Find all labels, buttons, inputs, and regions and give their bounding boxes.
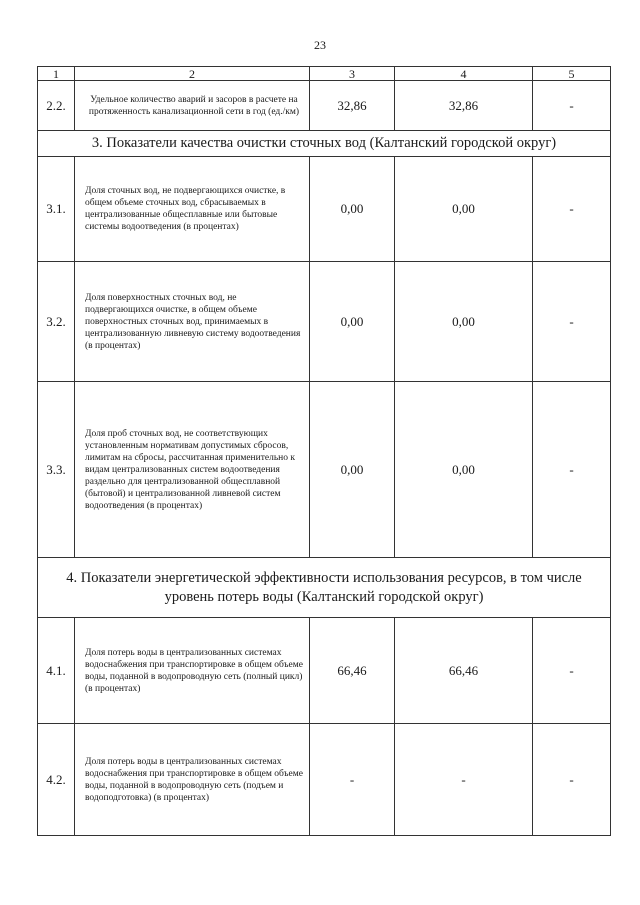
column-header: 1 (38, 67, 75, 81)
value-col4: 0,00 (395, 262, 533, 382)
row-number: 4.2. (38, 724, 75, 836)
section-row (38, 131, 611, 157)
row-number: 3.3. (38, 382, 75, 558)
indicator-description: Доля потерь воды в централизованных системах водоснабжения при транспортировке в общем объеме воды, поданной в водопроводную сеть (подъем и водоподготовка) (в процентах) (75, 724, 310, 836)
value-col3: 0,00 (310, 382, 395, 558)
row-number: 2.2. (38, 81, 75, 131)
table-row (38, 81, 611, 131)
value-col5: - (533, 157, 611, 262)
value-col5: - (533, 81, 611, 131)
indicator-description: Доля потерь воды в централизованных системах водоснабжения при транспортировке в общем объеме воды, поданной в водопроводную сеть (полный цикл) (в процентах) (75, 618, 310, 724)
indicator-description: Удельное количество аварий и засоров в расчете на протяженность канализационной сети в год (ед./км) (75, 81, 310, 131)
value-col5: - (533, 262, 611, 382)
section-heading: 3. Показатели качества очистки сточных вод (Калтанский городской округ) (38, 131, 611, 157)
value-col3: 0,00 (310, 157, 395, 262)
table-row (38, 157, 611, 262)
column-number-row (38, 67, 611, 81)
page-number: 23 (314, 38, 326, 52)
value-col4: 0,00 (395, 157, 533, 262)
table-row (38, 382, 611, 558)
column-header: 5 (533, 67, 611, 81)
column-header: 3 (310, 67, 395, 81)
row-number: 3.1. (38, 157, 75, 262)
value-col5: - (533, 618, 611, 724)
indicators-table (37, 66, 611, 836)
row-number: 3.2. (38, 262, 75, 382)
indicator-description: Доля проб сточных вод, не соответствующих установленным нормативам допустимых сбросов, лимитам на сбросы, рассчитанная применительно к видам централизованных систем водоотведения раздельно для централизованной общесплавной (бытовой) и централизованной ливневой систем водоотведения (в процентах) (75, 382, 310, 558)
section-row (38, 558, 611, 618)
value-col4: 0,00 (395, 382, 533, 558)
value-col4: 66,46 (395, 618, 533, 724)
table-row (38, 724, 611, 836)
value-col3: - (310, 724, 395, 836)
table-row (38, 262, 611, 382)
value-col3: 0,00 (310, 262, 395, 382)
value-col3: 66,46 (310, 618, 395, 724)
value-col4: - (395, 724, 533, 836)
indicator-description: Доля сточных вод, не подвергающихся очистке, в общем объеме сточных вод, сбрасываемых в централизованные общесплавные или бытовые системы водоотведения (в процентах) (75, 157, 310, 262)
value-col5: - (533, 724, 611, 836)
value-col3: 32,86 (310, 81, 395, 131)
value-col4: 32,86 (395, 81, 533, 131)
section-heading: 4. Показатели энергетической эффективности использования ресурсов, в том числе уровень потерь воды (Калтанский городской округ) (38, 558, 611, 618)
value-col5: - (533, 382, 611, 558)
column-header: 4 (395, 67, 533, 81)
table-row (38, 618, 611, 724)
row-number: 4.1. (38, 618, 75, 724)
indicator-description: Доля поверхностных сточных вод, не подвергающихся очистке, в общем объеме поверхностных сточных вод, принимаемых в централизованную ливневую систему водоотведения (в процентах) (75, 262, 310, 382)
column-header: 2 (75, 67, 310, 81)
